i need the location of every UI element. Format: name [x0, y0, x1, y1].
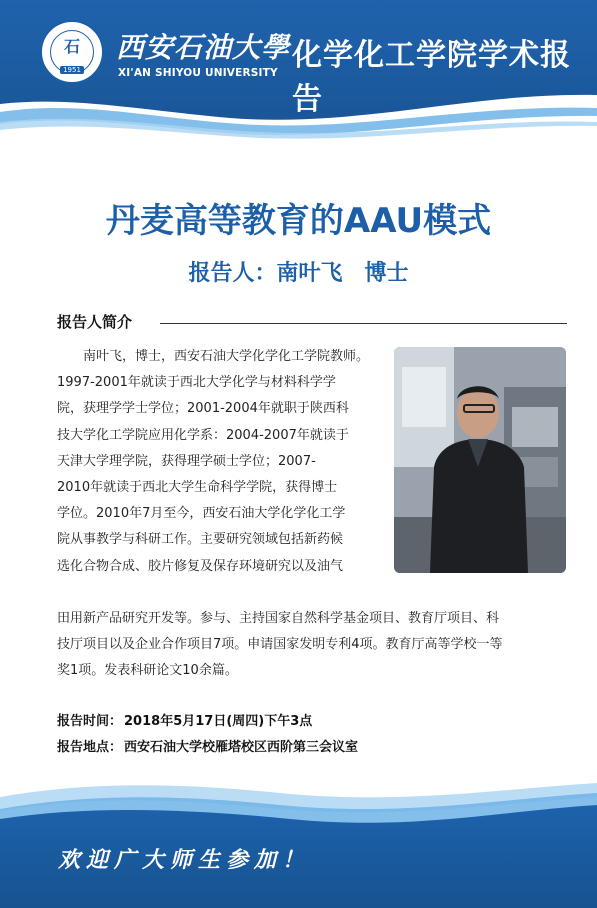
bio-line: 选化合物合成、胶片修复及保存环境研究以及油气: [57, 558, 344, 574]
place-value: 西安石油大学校雁塔校区西阶第三会议室: [124, 740, 359, 755]
bio-line: 天津大学理学院，获得理学硕士学位；2007-: [57, 453, 316, 469]
bio-line: 技厅项目以及企业合作项目7项。申请国家发明专利4项。教育厅高等学校一等: [57, 637, 503, 653]
speaker-photo: [394, 347, 566, 573]
speaker-line: [0, 256, 597, 287]
bio-line: 2010年就读于西北大学生命科学学院，获得博士: [57, 480, 338, 496]
section-heading: 报告人简介: [57, 313, 133, 331]
university-seal-icon: 石 1951: [40, 20, 104, 84]
bio-text-wrapped: [57, 344, 385, 580]
speaker-degree: 博士: [364, 261, 409, 286]
section-divider: [160, 323, 567, 324]
bio-line: 奖1项。发表科研论文10余篇。: [57, 663, 238, 679]
university-name-en: XI'AN SHIYOU UNIVERSITY: [118, 67, 278, 79]
university-name-cn: 西安石油大學: [116, 31, 291, 64]
bio-text-full: [57, 606, 567, 685]
bio-line: 学位。2010年7月至今，西安石油大学化学化工学: [57, 506, 346, 522]
header-banner: [0, 0, 597, 140]
logo-year: 1951: [60, 66, 84, 74]
bio-line: 1997-2001年就读于西北大学化学与材料科学学: [57, 375, 336, 391]
bio-line: 院从事教学与科研工作。主要研究领域包括新药候: [57, 532, 344, 548]
lecture-title: 丹麦高等教育的AAU模式: [105, 201, 492, 241]
footer-wave-background: [0, 775, 597, 908]
time-value: 2018年5月17日(周四)下午3点: [124, 714, 313, 729]
school-title: 化学化工学院学术报告: [292, 38, 571, 117]
footer-banner: [0, 775, 597, 908]
lecture-place: [57, 736, 360, 755]
bio-line: 田用新产品研究开发等。参与、主持国家自然科学基金项目、教育厅项目、科: [57, 611, 500, 626]
speaker-name: 报告人：南叶飞: [188, 261, 343, 286]
bio-line: 技大学化工学院应用化学系：2004-2007年就读于: [57, 427, 349, 443]
welcome-message: 欢迎广大师生参加！: [58, 847, 311, 873]
bio-line: 南叶飞，博士，西安石油大学化学化工学院教师。: [83, 349, 370, 364]
bio-line: 院，获理学学士学位；2001-2004年就职于陕西科: [57, 401, 349, 417]
place-label: 报告地点：: [57, 740, 123, 755]
lecture-time: [57, 710, 314, 729]
time-label: 报告时间：: [57, 714, 123, 729]
